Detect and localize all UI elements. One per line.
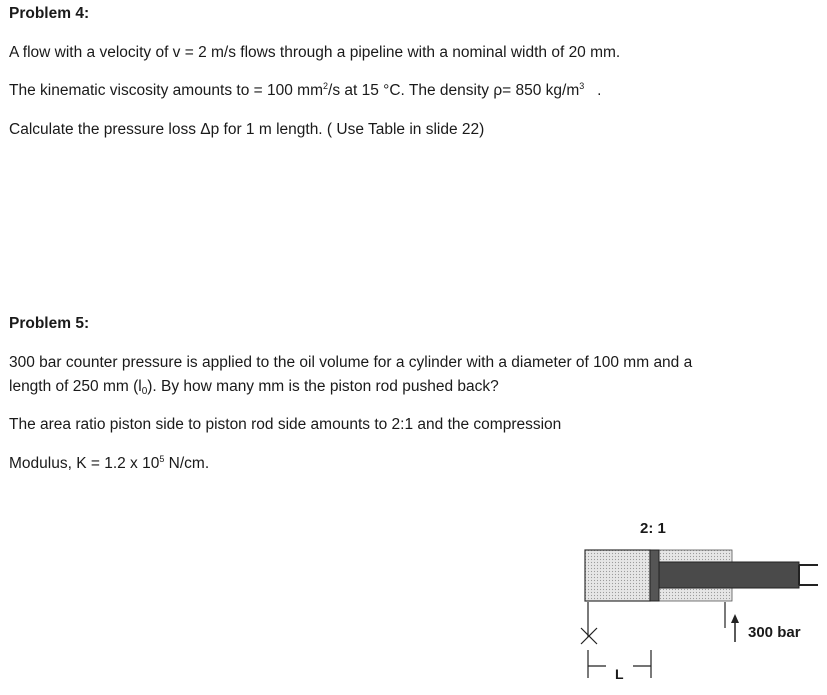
rod-side-oil-top	[657, 550, 732, 562]
problem5-line2: length of 250 mm $(l_0)$. By how many mm is the piston rod pushed back?	[9, 378, 499, 397]
cylinder-diagram	[560, 510, 825, 695]
piston	[650, 550, 659, 601]
piston-rod	[659, 562, 799, 588]
problem4-line1: A flow with a velocity of v = 2 m/s flows through a pipeline with a nominal width of 20 mm.	[9, 44, 621, 61]
cylinder-schematic	[560, 510, 825, 690]
problem4-line2: The kinematic viscosity amounts to = 100 $mm^2/s$ at 15 °C. The density ρ= 850 $kg/m^3$ .	[9, 81, 602, 99]
problem5-line1: 300 bar counter pressure is applied to the oil volume for a cylinder with a diameter of 100 mm and a	[9, 354, 693, 371]
problem4-heading: Problem 4:	[9, 5, 90, 22]
problem5-heading: Problem 5:	[9, 315, 90, 332]
pressure-arrow-head	[731, 614, 739, 623]
problem4-line3: Calculate the pressure loss Δp for 1 m length. ( Use Table in slide 22)	[9, 121, 485, 138]
oil-volume	[585, 550, 650, 601]
problem5-line4: Modulus, K = 1.2 x $10^5$ N/cm.	[9, 454, 210, 472]
problem5-line3: The area ratio piston side to piston rod side amounts to 2:1 and the compression	[9, 416, 562, 433]
pressure-label: 300 bar	[748, 624, 801, 641]
area-ratio-label: 2: 1	[640, 520, 666, 537]
length-label: L	[615, 666, 624, 682]
rod-side-oil-bottom	[657, 588, 732, 601]
